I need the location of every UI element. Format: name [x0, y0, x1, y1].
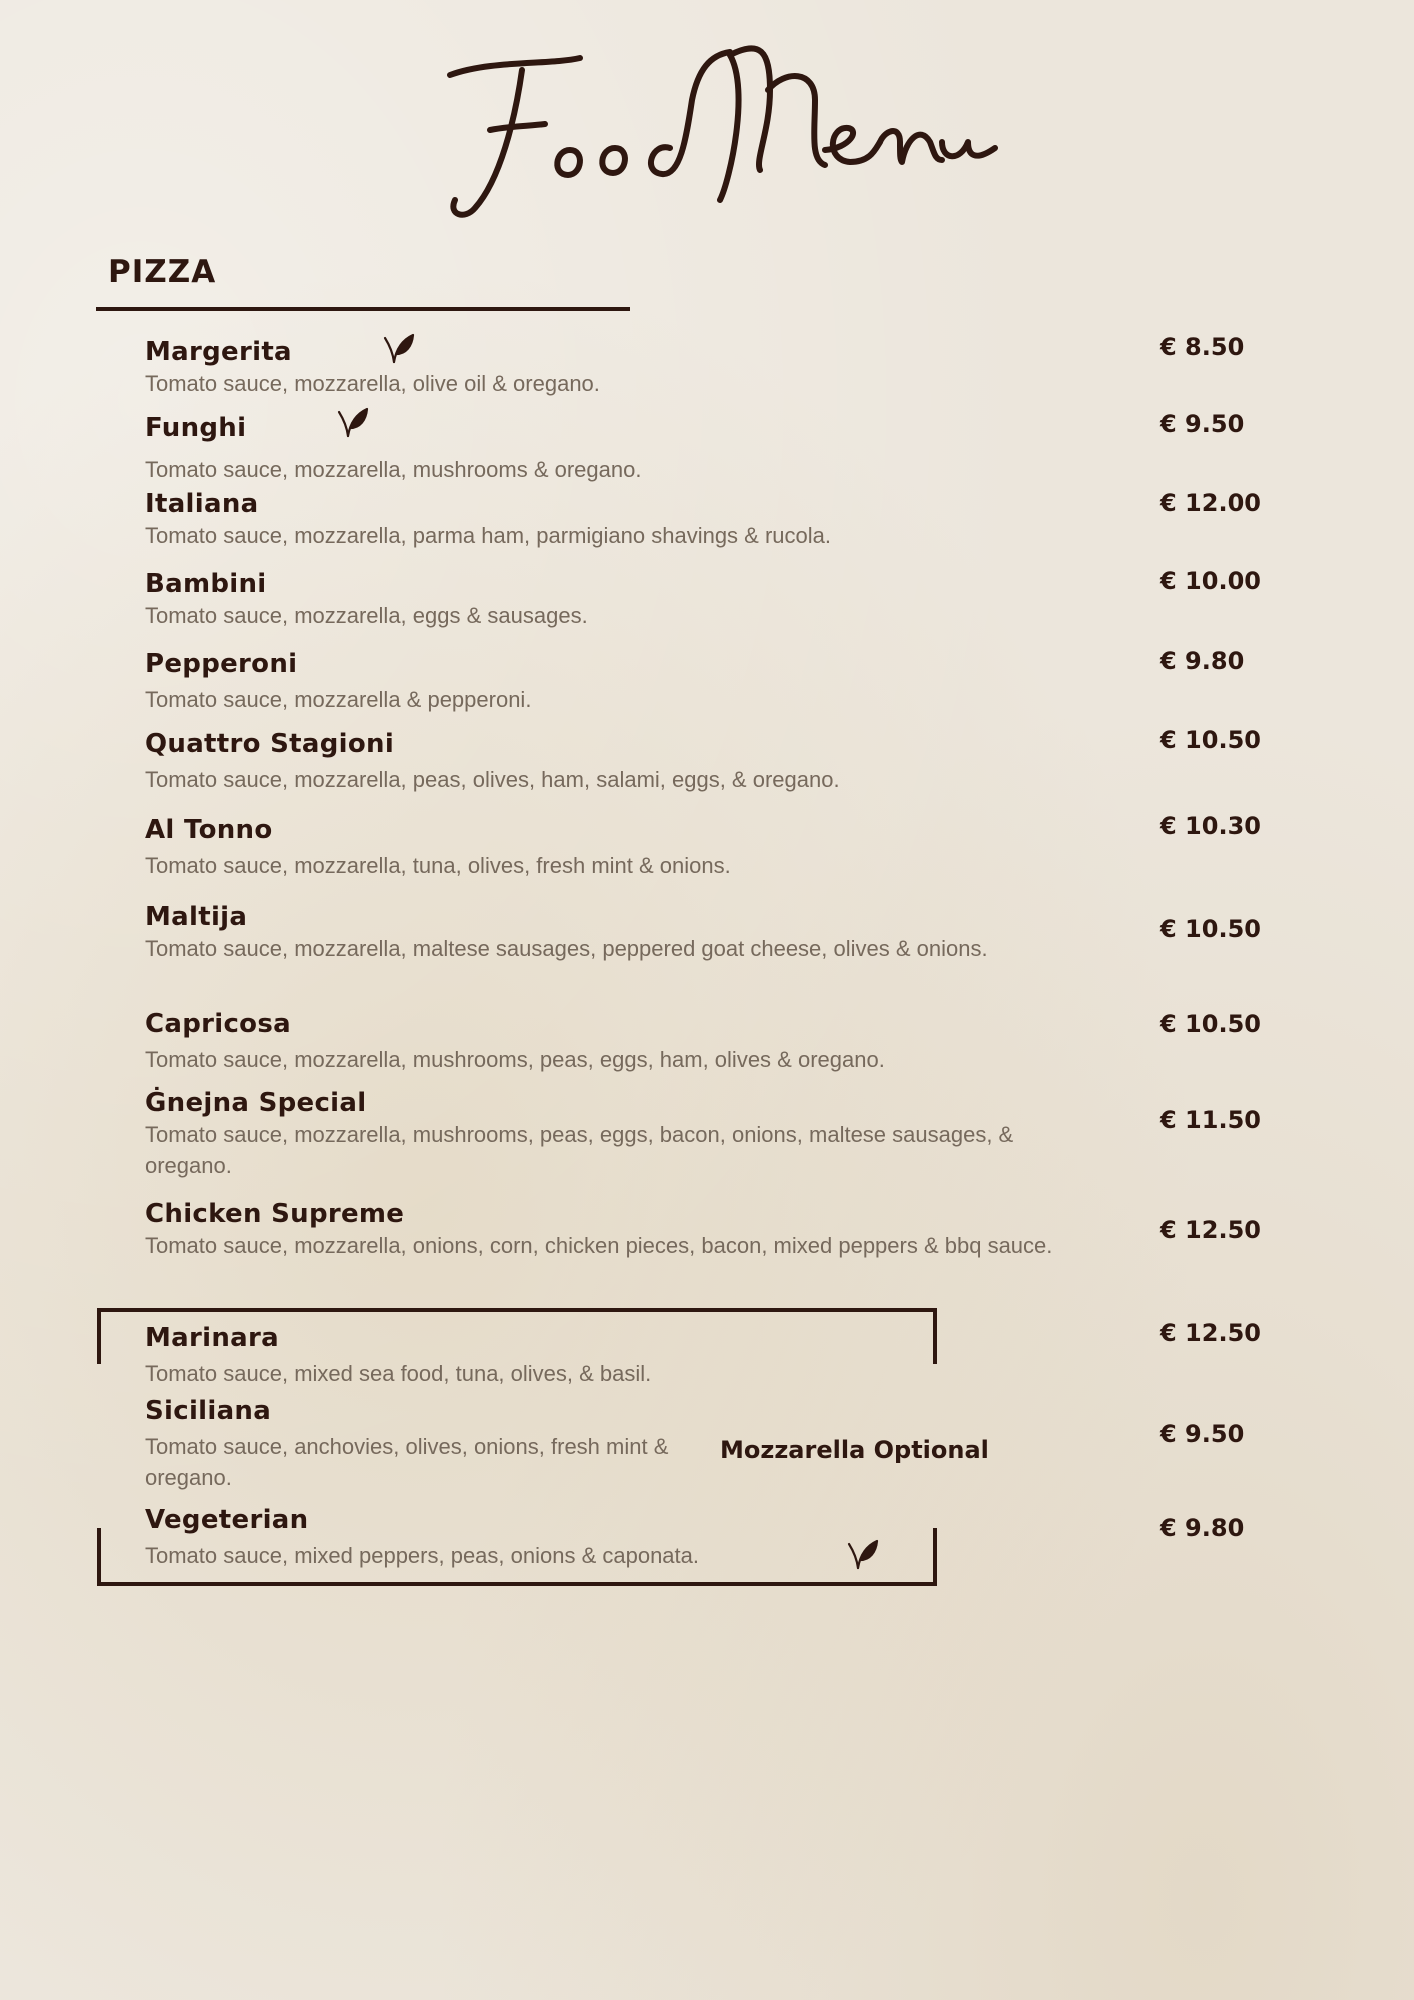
leaf-icon: [382, 332, 416, 366]
menu-item: [145, 728, 1085, 795]
leaf-icon: [846, 1538, 880, 1572]
item-name: Funghi: [145, 413, 247, 443]
menu-item: [145, 1504, 1085, 1571]
item-price: € 9.80: [1160, 647, 1245, 675]
item-description: Tomato sauce, mozzarella, onions, corn, chicken pieces, bacon, mixed peppers & bbq sauce.: [145, 1233, 1053, 1258]
menu-item: [145, 1008, 1085, 1075]
item-price: € 12.00: [1160, 489, 1261, 517]
item-description: Tomato sauce, mixed peppers, peas, onions & caponata.: [145, 1543, 700, 1568]
menu-item: [145, 336, 1085, 399]
item-name: Al Tonno: [145, 815, 273, 845]
menu-item: [145, 488, 1085, 551]
item-name: Bambini: [145, 569, 267, 599]
item-name: Margerita: [145, 337, 292, 367]
menu-item: [145, 648, 1085, 715]
item-description: Tomato sauce, mozzarella, eggs & sausages.: [145, 603, 588, 628]
item-name: Quattro Stagioni: [145, 729, 395, 759]
item-description: Tomato sauce, mozzarella, tuna, olives, fresh mint & onions.: [145, 853, 731, 878]
menu-item: [145, 814, 1085, 881]
item-name: Italiana: [145, 489, 259, 519]
menu-item: [145, 568, 1085, 631]
menu-item: [145, 1087, 1085, 1181]
item-price: € 11.50: [1160, 1106, 1261, 1134]
item-name: Marinara: [145, 1323, 279, 1353]
item-name: Pepperoni: [145, 649, 298, 679]
item-price: € 12.50: [1160, 1319, 1261, 1347]
menu-item: [145, 901, 1085, 964]
item-name: Vegeterian: [145, 1505, 309, 1535]
item-price: € 10.50: [1160, 1010, 1261, 1038]
item-description: Tomato sauce, mozzarella, mushrooms & oregano.: [145, 457, 642, 482]
mozzarella-optional-note: Mozzarella Optional: [720, 1436, 989, 1464]
item-price: € 9.80: [1160, 1514, 1245, 1542]
item-description: Tomato sauce, mozzarella, peas, olives, ham, salami, eggs, & oregano.: [145, 767, 840, 792]
section-underline: [96, 307, 630, 311]
item-description: Tomato sauce, mixed sea food, tuna, olives, & basil.: [145, 1361, 652, 1386]
item-price: € 10.50: [1160, 915, 1261, 943]
item-price: € 10.50: [1160, 726, 1261, 754]
item-price: € 9.50: [1160, 1420, 1245, 1448]
menu-item: [145, 1322, 1085, 1389]
item-description: Tomato sauce, mozzarella, maltese sausages, peppered goat cheese, olives & onions.: [145, 936, 988, 961]
leaf-icon: [336, 406, 370, 440]
item-description: Tomato sauce, mozzarella, olive oil & oregano.: [145, 371, 600, 396]
menu-item: [145, 1198, 1085, 1261]
item-name: Chicken Supreme: [145, 1199, 405, 1229]
item-price: € 12.50: [1160, 1216, 1261, 1244]
item-price: € 10.00: [1160, 567, 1261, 595]
menu-item: [145, 412, 1085, 485]
item-price: € 10.30: [1160, 812, 1261, 840]
item-name: Ġnejna Special: [145, 1088, 367, 1118]
item-description: Tomato sauce, mozzarella, parma ham, parmigiano shavings & rucola.: [145, 523, 831, 548]
item-description: Tomato sauce, anchovies, olives, onions, fresh mint & oregano.: [145, 1434, 669, 1490]
item-description: Tomato sauce, mozzarella, mushrooms, peas, eggs, bacon, onions, maltese sausages, & oregano.: [145, 1122, 1014, 1178]
item-description: Tomato sauce, mozzarella, mushrooms, peas, eggs, ham, olives & oregano.: [145, 1047, 885, 1072]
section-title-pizza: PIZZA: [108, 254, 217, 290]
item-name: Capricosa: [145, 1009, 291, 1039]
item-name: Siciliana: [145, 1396, 272, 1426]
item-name: Maltija: [145, 902, 248, 932]
item-price: € 9.50: [1160, 410, 1245, 438]
item-price: € 8.50: [1160, 333, 1245, 361]
menu-title-logo: [430, 30, 1020, 230]
item-description: Tomato sauce, mozzarella & pepperoni.: [145, 687, 532, 712]
